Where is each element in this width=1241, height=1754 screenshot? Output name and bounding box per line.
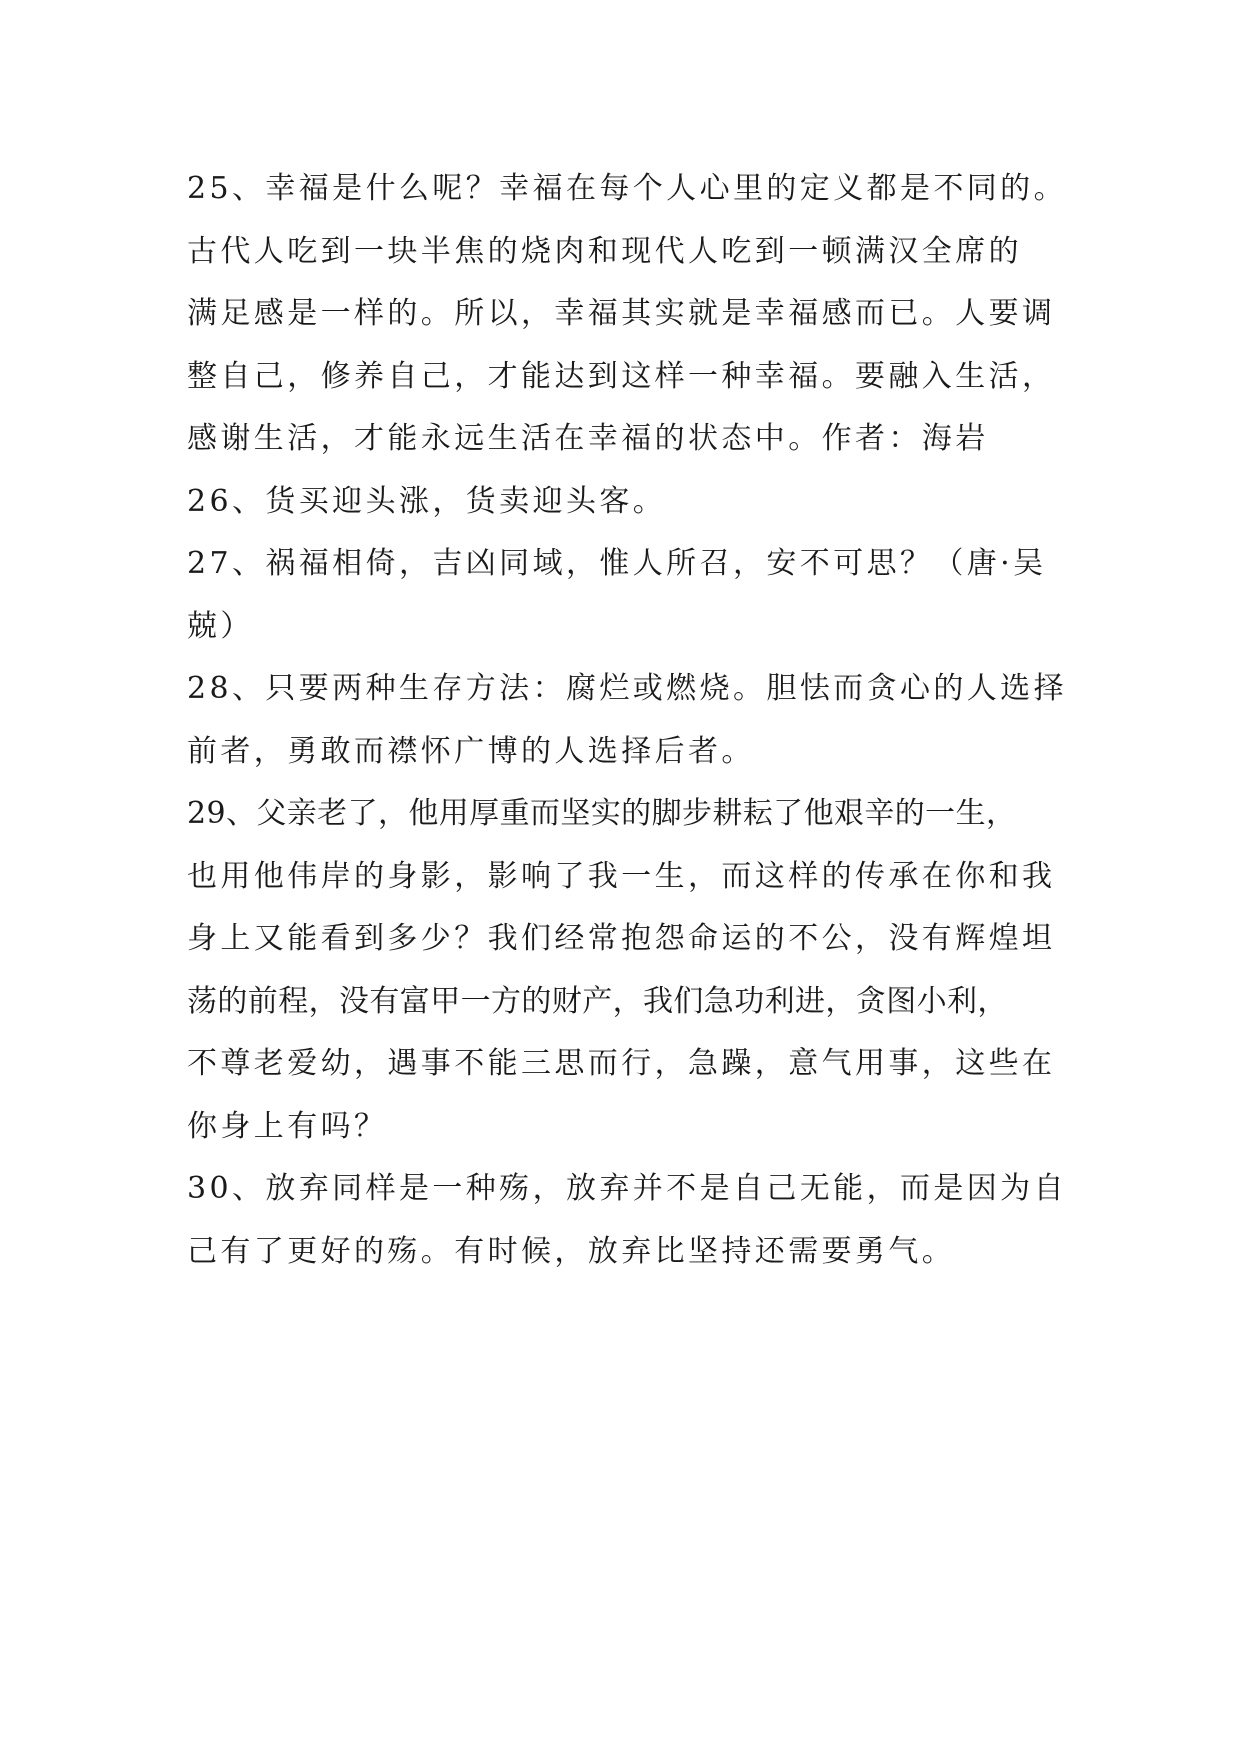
text-line: 29、父亲老了，他用厚重而坚实的脚步耕耘了他艰辛的一生， <box>187 796 1017 831</box>
text-line: 整自己，修养自己，才能达到这样一种幸福。要融入生活， <box>187 358 1056 394</box>
text-line: 荡的前程，没有富甲一方的财产，我们急功利进，贪图小利， <box>187 983 1008 1019</box>
text-line: 28、只要两种生存方法：腐烂或燃烧。胆怯而贪心的人选择 <box>187 671 1067 706</box>
text-line: 古代人吃到一块半焦的烧肉和现代人吃到一顿满汉全席的 <box>187 233 1022 269</box>
text-line: 25、幸福是什么呢？幸福在每个人心里的定义都是不同的。 <box>187 171 1067 206</box>
text-line: 感谢生活，才能永远生活在幸福的状态中。作者：海岩 <box>187 421 989 456</box>
text-line: 兢） <box>187 608 254 644</box>
text-line: 前者，勇敢而襟怀广博的人选择后者。 <box>187 733 755 769</box>
text-line: 也用他伟岸的身影，影响了我一生，而这样的传承在你和我 <box>187 858 1056 894</box>
document-body <box>187 158 1067 1283</box>
text-line: 不尊老爱幼，遇事不能三思而行，急躁，意气用事，这些在 <box>187 1046 1056 1081</box>
text-line: 身上又能看到多少？我们经常抱怨命运的不公，没有辉煌坦 <box>187 921 1056 956</box>
text-line: 30、放弃同样是一种殇，放弃并不是自己无能，而是因为自 <box>187 1171 1067 1206</box>
text-line: 己有了更好的殇。有时候，放弃比坚持还需要勇气。 <box>187 1233 956 1269</box>
text-line: 你身上有吗？ <box>187 1108 388 1144</box>
text-line: 27、祸福相倚，吉凶同域，惟人所召，安不可思？（唐·吴 <box>187 546 1047 581</box>
text-line: 26、货买迎头涨，货卖迎头客。 <box>187 483 667 519</box>
text-line: 满足感是一样的。所以，幸福其实就是幸福感而已。人要调 <box>187 296 1056 331</box>
